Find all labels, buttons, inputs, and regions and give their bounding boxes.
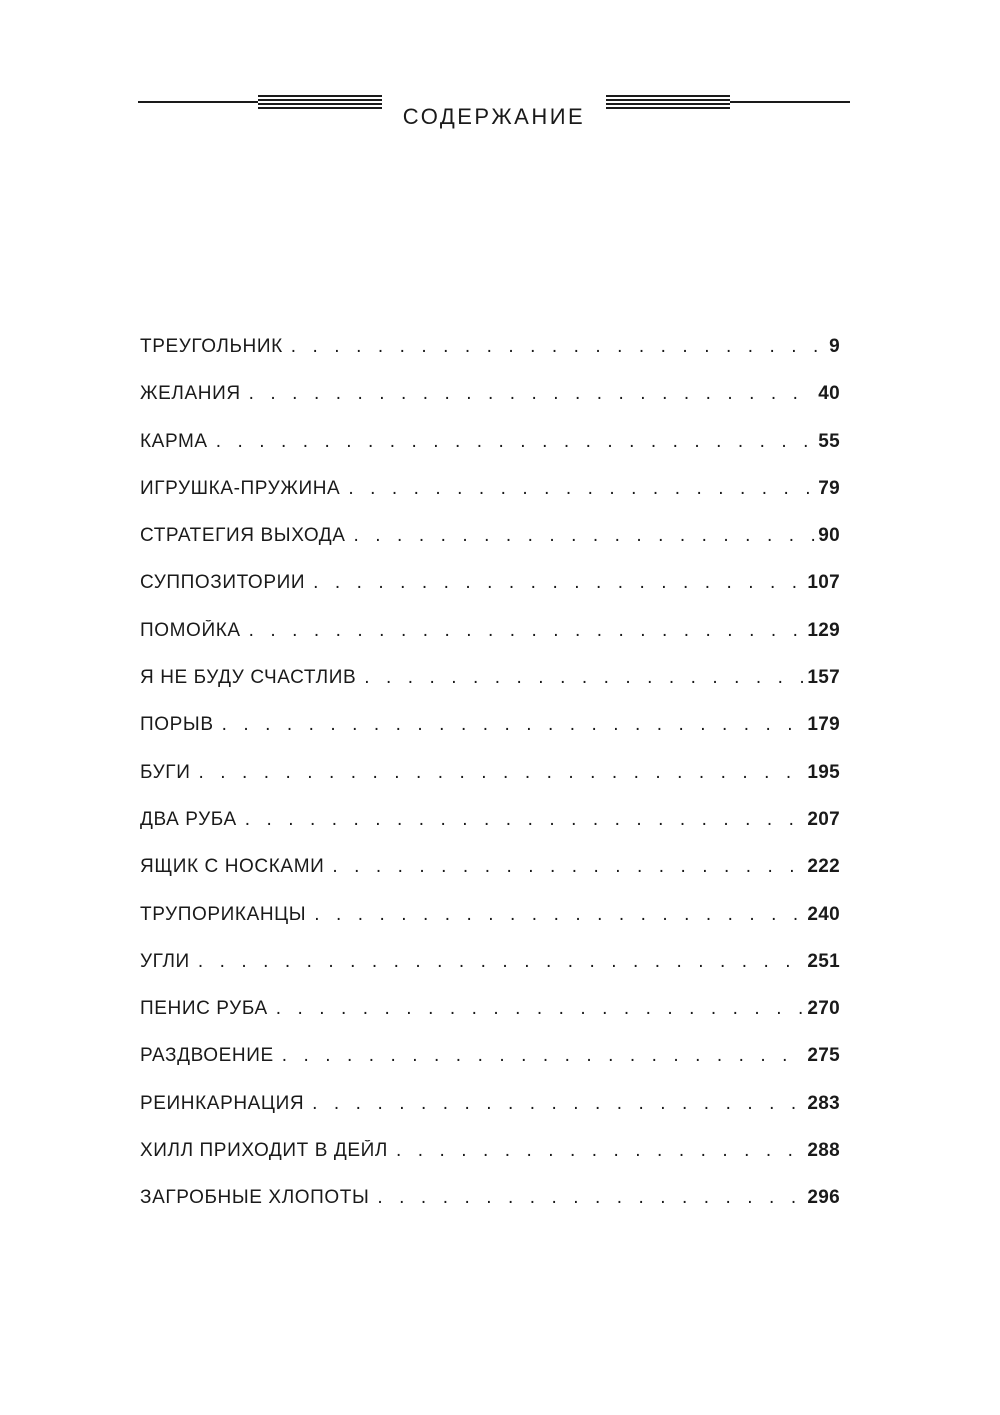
toc-entry-title: ХИЛЛ ПРИХОДИТ В ДЕЙЛ: [140, 1140, 388, 1162]
toc-entry-two-rubes: [140, 809, 840, 856]
toc-entry-wont-be-happy: [140, 667, 840, 714]
toc-leader-dots: [198, 951, 806, 973]
toc-entry-page: 9: [829, 336, 840, 357]
toc-entry-title: УГЛИ: [140, 950, 190, 972]
toc-entry-page: 107: [807, 572, 840, 594]
header-rule-lines-left: [258, 95, 382, 110]
toc-leader-dots: [245, 809, 806, 831]
page-title: СОДЕРЖАНИЕ: [402, 103, 586, 129]
toc-entry-page: 222: [807, 856, 840, 878]
toc-entry-title: РАЗДВОЕНИЕ: [140, 1045, 274, 1067]
toc-entry-rube-penis: [140, 998, 840, 1045]
toc-entry-page: 90: [818, 525, 840, 547]
toc-entry-dump: [140, 620, 840, 667]
toc-leader-dots: [313, 572, 805, 594]
toc-entry-split: [140, 1045, 840, 1092]
header-rule-left: [138, 101, 258, 103]
toc-leader-dots: [198, 762, 805, 784]
toc-entry-title: ТРУПОРИКАНЦЫ: [140, 903, 307, 925]
toc-entry-title: СТРАТЕГИЯ ВЫХОДА: [140, 525, 346, 547]
toc-leader-dots: [249, 620, 806, 642]
header-rule-lines-right: [606, 95, 730, 110]
toc-entry-title: ПОРЫВ: [140, 714, 214, 736]
toc-leader-dots: [314, 904, 805, 926]
toc-entry-page: 179: [807, 714, 840, 736]
toc-entry-title: Я НЕ БУДУ СЧАСТЛИВ: [140, 667, 357, 689]
toc-entry-page: 270: [807, 998, 840, 1020]
toc-entry-title: ЖЕЛАНИЯ: [140, 383, 241, 405]
toc-leader-dots: [282, 1045, 806, 1067]
toc-leader-dots: [222, 714, 806, 736]
toc-entry-hill-comes-to-dale: [140, 1140, 840, 1187]
toc-entry-title: РЕИНКАРНАЦИЯ: [140, 1092, 305, 1114]
toc-entry-coals: [140, 951, 840, 998]
toc-entry-title: ПЕНИС РУБА: [140, 998, 268, 1020]
toc-entry-title: ТРЕУГОЛЬНИК: [140, 336, 283, 357]
toc-entry-page: 207: [807, 808, 840, 830]
toc-leader-dots: [354, 525, 817, 547]
toc-entry-page: 157: [807, 667, 840, 689]
toc-entry-title: СУППОЗИТОРИИ: [140, 572, 306, 594]
toc-entry-spring-toy: [140, 478, 840, 525]
toc-entry-page: 55: [818, 430, 840, 452]
toc-entry-suppositories: [140, 572, 840, 619]
toc-entry-corpse-ricans: [140, 904, 840, 951]
toc-entry-exit-strategy: [140, 525, 840, 572]
toc-leader-dots: [249, 383, 817, 405]
toc-entry-page: 129: [807, 619, 840, 641]
toc-entry-page: 240: [807, 903, 840, 925]
toc-leader-dots: [364, 667, 805, 689]
toc-entry-title: КАРМА: [140, 430, 208, 452]
toc-entry-title: ПОМОЙКА: [140, 619, 241, 641]
toc-entry-title: ЗАГРОБНЫЕ ХЛОПОТЫ: [140, 1187, 370, 1209]
toc-leader-dots: [291, 336, 827, 358]
toc-entry-page: 288: [807, 1140, 840, 1162]
toc-entry-title: БУГИ: [140, 761, 191, 783]
toc-leader-dots: [312, 1093, 805, 1115]
toc-leader-dots: [396, 1140, 805, 1162]
toc-entry-page: 283: [807, 1092, 840, 1114]
toc-entry-triangle: [140, 336, 840, 383]
toc-entry-page: 296: [807, 1187, 840, 1209]
toc-entry-afterlife-troubles: [140, 1187, 840, 1234]
toc-entry-wishes: [140, 383, 840, 430]
toc-entry-page: 275: [807, 1045, 840, 1067]
toc-entry-sock-drawer: [140, 856, 840, 903]
toc-entry-impulse: [140, 714, 840, 761]
toc-leader-dots: [276, 998, 806, 1020]
toc-entry-page: 40: [818, 383, 840, 405]
toc-entry-boogie: [140, 762, 840, 809]
header-rule-right: [730, 101, 850, 103]
toc-entry-page: 195: [807, 761, 840, 783]
toc-leader-dots: [332, 856, 805, 878]
toc-leader-dots: [377, 1187, 805, 1209]
toc-header: [138, 83, 850, 129]
table-of-contents: [140, 336, 840, 1235]
toc-entry-title: ДВА РУБА: [140, 808, 237, 830]
toc-leader-dots: [348, 478, 816, 500]
toc-entry-reincarnation: [140, 1093, 840, 1140]
toc-entry-karma: [140, 431, 840, 478]
toc-entry-page: 79: [818, 477, 840, 499]
toc-entry-title: ЯЩИК С НОСКАМИ: [140, 856, 325, 878]
toc-entry-page: 251: [807, 950, 840, 972]
toc-leader-dots: [216, 431, 817, 453]
toc-entry-title: ИГРУШКА-ПРУЖИНА: [140, 477, 341, 499]
